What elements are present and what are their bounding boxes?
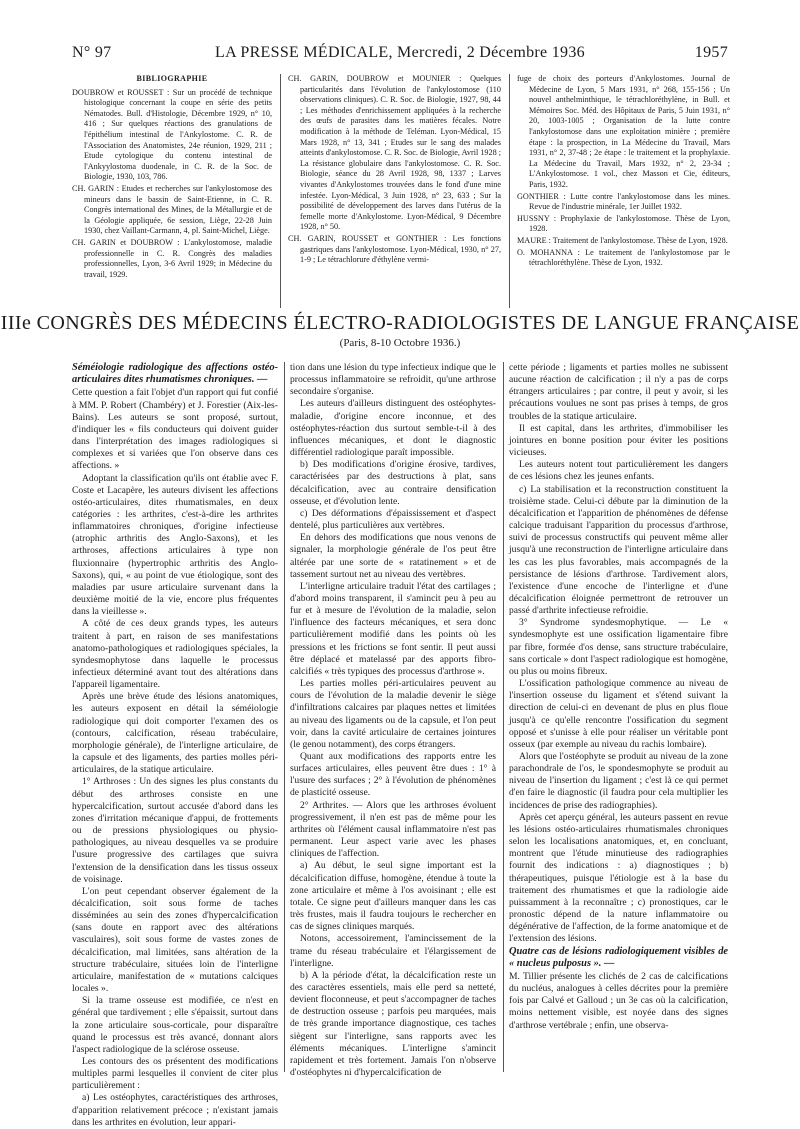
paragraph: Après cet aperçu général, les auteurs passent en revue les lésions ostéo-articulaires rhumatismales chroniques selon les localisations anatomiques, et, en concluant, montrent que l'étude minutieuse des radiographies fournit des indications : a) diagnostiques ; b) thérapeutiques, puisque l'étiologie est à la base du traitement des rhumatismes et que la radiologie aide puissamment à la reconnaître ; c) pronostiques, car le pronostic dépend de la nature inflammatoire ou dégénérative de l'affection, de la forme anatomique et de l'extension des lésions.	[509, 811, 728, 945]
paragraph: Quant aux modifications des rapports entre les surfaces articulaires, elles peuvent être dues : 1° à l'usure des surfaces ; 2° à l'évolution de phénomènes de plasticité osseuse.	[290, 751, 496, 799]
paragraph: Alors que l'ostéophyte se produit au niveau de la zone parachondrale de l'os, le spondesmophyte se produit au niveau de l'insertion du ligament ; c'est là ce qui permet d'en faire le diagnostic (il faudra pour cela multiplier les incidences de prise des radiographies).	[509, 751, 728, 811]
issue-number: N° 97	[72, 44, 112, 61]
paragraph: 2° Arthrites. — Alors que les arthroses évoluent progressivement, il n'en est pas de même pour les arthrites où l'élément causal inflammatoire n'est pas permanent. Leur aspect varie avec les phases cliniques de l'affection.	[290, 799, 496, 860]
bibliography-column-1	[72, 74, 272, 281]
paragraph: L'on peut cependant observer également de la décalcification, soit sous forme de taches disséminées au sein des zones d'hypercalcification (sans doute en rapport avec des altérations vasculaires), soit sous forme de vastes zones de décalcification, mal limitées, sans altération de la structure trabéculaire, situées loin de l'interligne articulaire, manifestation de « mutations calciques locales ».	[72, 885, 278, 995]
bibliography-entry: GONTHIER : Lutte contre l'ankylostomose dans les mines. Revue de l'industrie minérale, 1er Juillet 1932.	[517, 191, 730, 212]
bibliography-entry: CH. GARIN et DOUBROW : L'ankylostomose, maladie professionnelle in C. R. Congrès des maladies professionnelles, Lyon, 3-6 Avril 1929; in Médecine du travail, 1929.	[72, 237, 272, 279]
bibliography-entry: fuge de choix des porteurs d'Ankylostomes. Journal de Médecine de Lyon, 5 Mars 1931, n° 268, 155-156 ; Un nouvel anthelminthique, le tétrachloréthylène, in Bull. et Mémoires Soc. Méd. des Hôpitaux de Paris, 5 Juin 1931, n° 20, 1003-1005 ; Organisation de la lutte contre l'ankylostomose dans une exploitation minière ; première étape : la prospection, in La Médecine du Travail, Mars 1931, n° 2, 37-48 ; 2e étape : le traitement et la prophylaxie. La Médecine du Travail, Mars 1932, n° 2, 23-34 ; L'Ankylostomose. 1 vol., chez Masson et Cie, éditeurs, Paris, 1932.	[517, 74, 730, 189]
paragraph: Les parties molles péri-articulaires peuvent au cours de l'évolution de la maladie devenir le siège d'infiltrations calcaires par plaques nettes et limitées au niveau des ligaments ou de la capsule, et l'on peut voir, dans la cavité articulaire de certaines jointures (le genou notamment), des corps étrangers.	[290, 678, 496, 750]
bibliography-entry: HUSSNY : Prophylaxie de l'ankylostomose. Thèse de Lyon, 1928.	[517, 213, 730, 234]
section-heading: Séméiologie radiologique des affections ostéo-articulaires dites rhumatismes chroniques. —	[72, 362, 278, 386]
paragraph: Après une brève étude des lésions anatomiques, les auteurs exposent en détail la séméiologie radiologique qui doit comporter l'examen des os (contours, calcification, réseau trabéculaire, morphologie générale), de l'interligne articulaire, de la capsule et des ligaments, des parties molles péri-articulaires, de la statique articulaire.	[72, 691, 278, 776]
column-divider	[503, 362, 504, 1072]
article-column-2	[290, 362, 496, 1079]
paragraph: tion dans une lésion du type infectieux indique que le processus inflammatoire se refroidit, qu'une arthrose secondaire s'organise.	[290, 362, 496, 398]
paragraph: Les auteurs notent tout particulièrement les dangers de ces lésions chez les jeunes enfants.	[509, 459, 728, 483]
bibliography-column-2	[288, 74, 501, 267]
bibliography-entry: CH. GARIN, ROUSSET et GONTHIER : Les fonctions gastriques dans l'ankylostomose. Lyon-Médical, 1930, n° 27, 1-9 ; Le tétrachlorure d'éthylène vermi-	[288, 233, 501, 265]
article-column-3	[509, 362, 728, 1032]
paragraph: cette période ; ligaments et parties molles ne subissent aucune réaction de calcification ; il n'y a pas de corps étrangers articulaires ; par contre, il peut y avoir, si les précautions voulues ne sont pas prises à temps, de gros troubles de la statique articulaire.	[509, 362, 728, 422]
bibliography-column-3	[517, 74, 730, 270]
bibliography-entry: DOUBROW et ROUSSET : Sur un procédé de technique histologique concernant la coupe en série des petits Nématodes. Bull. d'Histologie, Décembre 1929, n° 10, 416 ; Sur quelques réactions des granulations de l'épithélium intestinal de l'Ankylostome. C. R. de l'Association des Anatomistes, 24e réunion, 1929, 211 ; Etude cytologique du contenu intestinal de l'Ankyylostoma duodenale, in C. R. de la Soc. de Biologie, 1930, 103, 786.	[72, 87, 272, 182]
paragraph: Il est capital, dans les arthrites, d'immobiliser les jointures en bonne position pour éviter les positions vicieuses.	[509, 422, 728, 459]
paragraph: A côté de ces deux grands types, les auteurs traitent à part, en raison de ses manifestations anatomo-pathologiques et radiologiques spéciales, la syndesmophytose dans laquelle le processus infectieux déterminé avant tout des altérations dans l'appareil ligamentaire.	[72, 618, 278, 691]
section-heading: Quatre cas de lésions radiologiquement visibles de « nucleus pulposus ». —	[509, 945, 728, 969]
bibliography-title: BIBLIOGRAPHIE	[136, 74, 208, 83]
bibliography-entry: CH. GARIN, DOUBROW et MOUNIER : Quelques particularités dans l'évolution de l'ankylostomose (110 observations cliniques). C. R. Soc. de Biologie, 1927, 98, 44 ; Les méthodes d'enrichissement appliquées à la recherche des œufs de parasites dans les matières fécales. Notre modification à la méthode de Teléman. Lyon-Médical, 15 Mars 1928, n° 13, 341 ; Etudes sur le sang des malades atteints d'ankylostomose. C. R. Soc. de Biologie, Avril 1928 ; La résistance globulaire dans l'ankylostomose. C. R. Soc. Biologie, séance du 28 Avril 1928, 98, 1337 ; Larves vivantes d'Ankylostomes trouvées dans le fond d'une mine infestée. Lyon-Médical, 3 Juin 1928, n° 23, 633 ; Sur la possibilité de développement des larves dans l'utérus de la femelle morte d'Ankylostome. Lyon-Médical, 9 Décembre 1928, n° 50.	[288, 74, 501, 232]
bibliography-entry: O. MOHANNA : Le traitement de l'ankylostomose par le tétrachloréthylène. Thèse de Lyon, 1932.	[517, 247, 730, 268]
paragraph: Cette question a fait l'objet d'un rapport qui fut confié à MM. P. Robert (Chambéry) et J. Forestier (Aix-les-Bains). Les auteurs se sont proposé, surtout, d'indiquer les « fils conducteurs qui doivent guider dans l'interprétation des images radiologiques si complexes et si variées que l'on observe dans ces affections. »	[72, 387, 278, 472]
journal-title: LA PRESSE MÉDICALE, Mercredi, 2 Décembre 1936	[215, 44, 585, 61]
column-divider	[284, 362, 285, 1072]
bibliography-entry: CH. GARIN : Etudes et recherches sur l'ankylostomose des mineurs dans le bassin de Saint-Etienne, in C. R. Congrès international des Mines, de la Métallurgie et de la Géologie appliquée, 6e session, Liège, 22-28 Juin 1930, chez Vaillant-Carmann, 4, pl. Saint-Michel, Liège.	[72, 183, 272, 236]
paragraph: 3° Syndrome syndesmophytique. — Le « syndesmophyte est une ossification ligamentaire fibre par fibre, formée d'os dense, sans structure trabéculaire, sans corticale » dont l'aspect radiologique est homogène, ou plus ou moins fibreux.	[509, 617, 728, 677]
paragraph: a) Les ostéophytes, caractéristiques des arthroses, d'apparition relativement précoce ; n'existant jamais dans les arthrites en évolution, leur appari-	[72, 1092, 278, 1128]
paragraph: c) La stabilisation et la reconstruction constituent la troisième stade. Celui-ci débute par la diminution de la décalcification et l'apparition de phénomènes de défense calcique traduisant l'apparition du processus d'arthrose, suivi de processus constructifs qui peuvent même aller jusqu'à une reconstruction de l'interligne articulaire dans les cas les plus favorables, mais accompagnés de la persistance de lésions d'arthrose. Tardivement alors, l'existence d'une encoche de l'interligne et d'une décalcification éloignée permettront de retrouver un passé d'arthrite infectieuse refroidie.	[509, 483, 728, 617]
congress-subtitle: (Paris, 8-10 Octobre 1936.)	[339, 337, 461, 349]
paragraph: Si la trame osseuse est modifiée, ce n'est en général que tardivement ; elle s'épaissit, surtout dans la zone articulaire sous-corticale, pour disparaître quand le processus est très avancé, donnant alors l'aspect radiologique de la sclérose osseuse.	[72, 995, 278, 1055]
article-column-1	[72, 362, 278, 1129]
paragraph: 1° Arthroses : Un des signes les plus constants du début des arthroses consiste en une hypercalcification, surtout accusée d'abord dans les zones d'irritation mécanique d'appui, de frottements ou de pressions physiologiques ou physio-pathologiques, au niveau desquelles va se produire l'usure progressive des cartilages que suivra l'extension de la densification dans les tissus osseux de voisinage.	[72, 776, 278, 885]
paragraph: En dehors des modifications que nous venons de signaler, la morphologie générale de l'os peut être altérée par une sorte de « ratatinement » et de tassement surtout net au niveau des vertèbres.	[290, 532, 496, 580]
paragraph: b) A la période d'état, la décalcification reste un des caractères essentiels, mais elle perd sa netteté, devient floconneuse, et peut s'accompagner de taches de destruction osseuse ; parfois peu marquées, mais de très grande importance diagnostique, ces taches siègent sur l'interligne, sans rapports avec les éléments mécaniques. L'interligne s'amincit rapidement et très fortement. Jamais l'on n'observe d'ostéophytes ni d'hypercalcification de	[290, 969, 496, 1079]
paragraph: Les contours des os présentent des modifications multiples parmi lesquelles il convient de citer plus particulièrement :	[72, 1056, 278, 1092]
paragraph: Adoptant la classification qu'ils ont établie avec F. Coste et Lacapère, les auteurs divisent les affections ostéo-articulaires, dites rhumatismales, en deux catégories : les arthrites, c'est-à-dire les arthrites inflammatoires chroniques, d'origine infectieuse (atrophic arthritis des Anglo-Saxons), et les arthroses, affections articulaires à type non fluxionnaire (hypertrophic arthritis des Anglo-Saxons), qui, « au point de vue étiologique, sont des maladies par usure articulaire survenant dans la deuxième moitié de la vie, encore plus fréquentes dans la vieillesse ».	[72, 472, 278, 618]
bibliography-entry: MAURE : Traitement de l'ankylostomose. Thèse de Lyon, 1928.	[517, 235, 728, 245]
paragraph: L'ossification pathologique commence au niveau de l'insertion osseuse du ligament et s'étend suivant la direction de celui-ci en devenant de plus en plus floue jusqu'à ce qu'elle rencontre l'ossification du segment opposé et s'unisse à elle pour réaliser un véritable pont osseux (par exemple au niveau du rachis lombaire).	[509, 678, 728, 750]
paragraph: Notons, accessoirement, l'amincissement de la trame du réseau trabéculaire et l'élargissement de l'interligne.	[290, 933, 496, 969]
paragraph: M. Tillier présente les clichés de 2 cas de calcifications du nucléus, analogues à celles décrites pour la première fois par Calvé et Galloud ; un 3e cas où la calcification, moins nettement visible, est noyée dans des signes d'arthrose vertébrale ; enfin, une observa-	[509, 970, 728, 1031]
paragraph: a) Au début, le seul signe important est la décalcification diffuse, homogène, étendue à toute la zone articulaire et même à l'os avoisinant ; elle est totale. Ce signe peut d'ailleurs manquer dans les cas très frustes, mais il faudra toujours le rechercher en cas de signes cliniques marqués.	[290, 860, 496, 933]
page-number: 1957	[694, 44, 728, 61]
paragraph: b) Des modifications d'origine érosive, tardives, caractérisées par des destructions à plat, sans décalcification, avec au contraire densification osseuse, et d'évolution lente.	[290, 459, 496, 507]
column-divider	[280, 74, 281, 308]
column-divider	[509, 74, 510, 308]
running-header	[72, 44, 728, 66]
paragraph: c) Des déformations d'épaississement et d'aspect dentelé, plus particulières aux vertèbres.	[290, 507, 496, 532]
paragraph: Les auteurs d'ailleurs distinguent des ostéophytes-maladie, d'origine encore inconnue, et des ostéophytes-réaction dus surtout semble-t-il à des influences mécaniques, et dont le diagnostic différentiel radiologique paraît impossible.	[290, 398, 496, 459]
congress-title: IIIe CONGRÈS DES MÉDECINS ÉLECTRO-RADIOLOGISTES DE LANGUE FRANÇAISE	[0, 312, 800, 334]
paragraph: L'interligne articulaire traduit l'état des cartilages ; d'abord moins transparent, il s'amincit peu à peu au fur et à mesure de l'évolution de la maladie, selon l'influence des facteurs mécaniques, et sera donc particulièrement modifié dans les points où les pressions et les frictions se font sentir. Il peut aussi être déplacé et matelassé par des apports fibro-calcifiés « très typiques des processus d'arthrose ».	[290, 580, 496, 677]
